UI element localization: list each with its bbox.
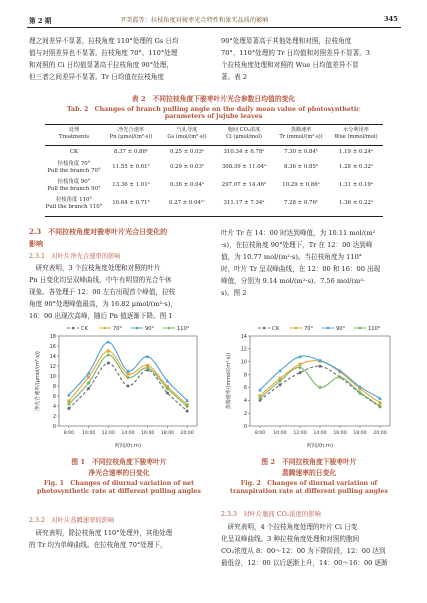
text-line: 最低谷，12：00 以后逐渐上升，14：00～16：00 逐渐 <box>221 559 388 567</box>
subsection-heading-2-3-3: 2.3.3 对叶片胞间 CO₂浓度的影响 <box>221 511 321 518</box>
table-cell: 10.64 ± 0.71ᵇ <box>112 200 150 206</box>
table-caption-en-2: parameters of jujube leaves <box>164 113 263 120</box>
text-line: 峰值，分别为 9.14 mol/(m²·s)、7.56 mol/(m²· <box>221 277 365 285</box>
x-tick-label: 16:00 <box>333 431 347 436</box>
legend-label: 110° <box>177 326 190 332</box>
y-tick-label: 6 <box>52 393 56 400</box>
data-point <box>279 383 282 386</box>
text-line: Pn 日变化均呈双峰曲线，中午有明显的光合午休 <box>29 276 172 284</box>
table-cell: 1.19 ± 0.24ᵃ <box>338 149 374 155</box>
table-row <box>45 161 383 177</box>
figure-1-caption-en-2: photosynthetic rate at different pulling angles <box>37 488 201 495</box>
right-top-paragraph <box>221 227 380 299</box>
legend-label: 110° <box>368 326 381 332</box>
data-point <box>186 410 189 413</box>
y-tick-label: 0 <box>243 423 247 430</box>
text-line: 90°处理显著高于其他处理和对照，拉枝角度 <box>221 37 352 45</box>
table-cell: CK <box>69 149 79 155</box>
section-heading-2-3-cont: 影响 <box>29 239 43 248</box>
legend-marker <box>327 327 330 330</box>
top-left-paragraph <box>29 35 179 83</box>
x-tick-label: 18:00 <box>353 431 367 436</box>
x-tick-label: 8:00 <box>254 431 266 436</box>
top-right-paragraph <box>221 35 370 83</box>
y-tick-label: 14 <box>240 333 247 340</box>
text-line: 值与对照差异也不显著。拉枝角度 70°、110°处理 <box>29 49 178 57</box>
y-tick-label: 12 <box>240 346 247 353</box>
y-tick-label: 10 <box>240 359 247 366</box>
x-tick-label: 10:00 <box>273 431 287 436</box>
table-header-cell: 水分利用率 Wue (mmol/mol) <box>334 127 378 140</box>
text-line: 化呈双峰曲线。3 种拉枝角度处理和对照的胞间 <box>221 535 360 543</box>
table-cell: 1.28 ± 0.32ᵃ <box>338 164 374 170</box>
series-line <box>69 355 187 407</box>
table-top-rule <box>45 124 383 125</box>
table-cell: 7.28 ± 0.76ᵇ <box>283 200 319 206</box>
text-line: 研究表明，除拉枝角度 110°处理外，其他处理 <box>29 529 173 537</box>
table-caption-cn: 表 2 不同拉枝角度下骏枣叶片光合参数日均值的变化 <box>131 95 296 103</box>
legend-label: CK <box>272 326 280 332</box>
data-point <box>107 349 110 352</box>
legend-marker <box>72 327 75 330</box>
x-tick-label: 8:00 <box>63 431 75 436</box>
text-line: 16：00 出现次高峰，随后 Pn 值逐渐下降。图 1 <box>29 312 173 320</box>
data-point <box>87 387 90 390</box>
y-tick-label: 6 <box>243 385 247 392</box>
issue-label: 第 2 期 <box>29 17 52 25</box>
table-cell: 0.36 ± 0.04ᵃ <box>169 182 205 188</box>
figure-1-caption-cn-1: 图 1 不同拉枝角度下骏枣叶片 <box>71 458 167 466</box>
table-header-cell: 胞间 CO₂浓度 Ci (μmol/mol) <box>226 127 262 140</box>
table-cell: 311.17 ± 7.34ᵃ <box>223 200 265 206</box>
table-header-cell: 气孔导度 Gs (mol/(m²·s)) <box>167 127 207 140</box>
x-tick-label: 14:00 <box>313 431 327 436</box>
x-axis-label: 时间/(h:m) <box>114 443 142 449</box>
x-tick-label: 20:00 <box>180 431 194 436</box>
table-cell: 7.30 ± 0.84ᵇ <box>283 149 319 155</box>
text-line: 研究表明，4 个拉枝角度处理的叶片 Ci 日变 <box>221 523 358 531</box>
text-line: ·s)，在拉枝角度 90°处理下，Tr 在 12：00 达到峰 <box>221 241 373 249</box>
table-cell: 拉枝角度 110° Pull the branch 110° <box>45 197 103 210</box>
text-line: s)。图 2 <box>221 289 247 297</box>
y-axis-label: 蒸腾速率/(mmol/(m²·s)) <box>226 352 232 410</box>
text-line: 理之间差异不显著，拉枝角度 110°处理的 Gs 日均 <box>29 37 179 45</box>
y-tick-label: 8 <box>243 372 247 379</box>
plot-frame <box>59 336 197 426</box>
table-cell: 0.27 ± 0.04ᵇᶜ <box>169 200 205 206</box>
x-tick-label: 12:00 <box>293 431 307 436</box>
figure-2-caption-en-2: transpiration rate at different pulling angles <box>230 488 388 495</box>
text-line: 现象。各处理于 12：00 左右出现首个峰值，拉枝 <box>29 288 176 296</box>
data-point <box>127 385 130 388</box>
text-line: CO₂浓度从 8：00～12：00 为下降阶段，12：00 达到 <box>221 547 386 555</box>
table-cell: 0.25 ± 0.03ᵃ <box>169 149 205 155</box>
text-line: 和对照的 Ci 日均值显著高于拉枝角度 90°处理， <box>29 61 173 69</box>
x-tick-label: 10:00 <box>81 431 96 436</box>
text-line: 70°、110°处理的 Tr 日均值和对照差异不显著。3 <box>221 49 371 57</box>
y-tick-label: 4 <box>243 398 247 405</box>
table-row <box>45 179 383 195</box>
table-bottom-rule <box>45 216 383 217</box>
table-header-cell: 净光合速率 Pn (μmol/(m²·s)) <box>109 127 153 140</box>
table-cell: 拉枝角度 70° Pull the branch 70° <box>47 161 101 174</box>
y-tick-label: 10 <box>49 373 56 380</box>
table-cell: 8.36 ± 0.85ᵇ <box>283 164 319 170</box>
data-point <box>106 353 110 357</box>
table-cell: 0.29 ± 0.03ᵇ <box>169 164 205 170</box>
text-line: 著。表 2 <box>221 73 248 81</box>
table-cell: 297.07 ± 14.46ᵇ <box>221 182 267 188</box>
data-point <box>299 371 302 374</box>
y-tick-label: 2 <box>52 413 56 420</box>
table-cell: 13.36 ± 1.01ᵃ <box>112 182 150 188</box>
legend-marker <box>359 327 362 330</box>
y-tick-label: 0 <box>52 423 56 430</box>
y-tick-label: 2 <box>243 410 247 417</box>
legend-marker <box>168 327 171 330</box>
y-tick-label: 8 <box>52 383 56 390</box>
x-tick-label: 18:00 <box>160 431 175 436</box>
x-tick-label: 12:00 <box>101 431 115 436</box>
text-line: 值，为 10.77 mol/(m²·s)。当拉枝角度为 110° <box>221 253 363 261</box>
data-point <box>107 362 110 365</box>
data-point <box>298 366 302 370</box>
right-bottom-paragraph <box>221 521 388 569</box>
data-point <box>378 401 381 404</box>
legend-marker <box>263 327 266 330</box>
table-row <box>45 197 383 213</box>
data-point <box>318 385 322 389</box>
table-caption-en-1: Tab. 2 Changes of branch pulling angle on the daily mean value of photosynthetic <box>66 106 361 113</box>
y-tick-label: 12 <box>49 363 56 370</box>
header-rule <box>27 27 401 28</box>
text-line: 但三者之间差异不显著。Tr 日均值在拉枝角度 <box>29 73 164 81</box>
text-line: 时，叶片 Tr 呈双峰曲线，在 12：00 和 16：00 出现 <box>221 265 381 273</box>
plot-frame <box>250 336 390 426</box>
data-point <box>298 363 301 366</box>
legend-label: 70° <box>304 326 314 332</box>
figure-1-chart <box>33 320 203 450</box>
data-point <box>319 365 322 368</box>
data-point <box>126 376 130 380</box>
figure-2-caption-en-1: Fig. 2 Changes of diurnal variation of <box>240 480 378 487</box>
legend-label: 90° <box>336 326 346 332</box>
data-point <box>87 375 90 378</box>
table-header-rule <box>45 145 383 146</box>
legend-label: 90° <box>145 326 155 332</box>
legend-label: 70° <box>113 326 123 332</box>
data-point <box>67 407 70 410</box>
table-header-cell: 处理 Treatments <box>58 127 90 140</box>
left-bottom-paragraph <box>29 527 172 551</box>
left-mid-paragraph <box>29 262 177 322</box>
y-tick-label: 16 <box>49 343 56 350</box>
y-tick-label: 18 <box>49 333 56 340</box>
figure-2-chart <box>224 320 396 450</box>
running-title: 尹美霞等：拉枝角度对骏枣光合特性和果实品质的影响 <box>120 17 269 24</box>
figure-1-caption-cn-2: 净光合速率的日变化 <box>88 469 150 477</box>
y-tick-label: 14 <box>49 353 56 360</box>
legend-marker <box>104 327 107 330</box>
data-point <box>126 372 129 375</box>
x-tick-label: 14:00 <box>121 431 135 436</box>
subsection-heading-2-3-1: 2.3.1 对叶片净光合速率的影响 <box>29 253 121 260</box>
legend-marker <box>136 327 139 330</box>
table-cell: 308.39 ± 11.04ᵃ <box>221 164 267 170</box>
figure-2-caption-cn-2: 蒸腾速率的日变化 <box>281 469 337 477</box>
table-cell: 310.34 ± 6.78ᵃ <box>223 149 265 155</box>
page-number: 345 <box>384 15 398 23</box>
table-cell: 10.29 ± 0.86ᵃ <box>282 182 320 188</box>
table-header-cell: 蒸腾速率 Tr (mmol/(m²·s)) <box>279 127 323 140</box>
table-cell: 8.37 ± 0.86ᵇ <box>113 149 149 155</box>
x-tick-label: 20:00 <box>373 431 387 436</box>
legend-label: CK <box>81 326 89 332</box>
figure-1-caption-en-1: Fig. 1 Changes of diurnal variation of net <box>43 480 195 487</box>
text-line: 角度 90°处理峰值最高，为 16.82 μmol/(m²·s)， <box>29 300 177 308</box>
legend-marker <box>295 327 298 330</box>
text-line: 的 Tr 均为单峰曲线。在拉枝角度 70°处理下， <box>29 541 167 549</box>
x-axis-label: 时间/(h:m) <box>306 443 334 449</box>
x-tick-label: 16:00 <box>141 431 155 436</box>
table-cell: 1.36 ± 0.22ᵃ <box>338 200 374 206</box>
table-header-row <box>45 127 383 143</box>
text-line: 研究表明，3 个拉枝角度处理和对照的叶片 <box>29 264 161 272</box>
table-cell: 拉枝角度 90° Pull the branch 90° <box>47 179 101 192</box>
y-axis-label: 净光合速率/(μmol/(m²·s)) <box>35 351 41 411</box>
subsection-heading-2-3-2: 2.3.2 对叶片蒸腾速率的影响 <box>29 517 115 524</box>
text-line: 叶片 Tr 在 14：00 时达到峰值，为 10.11 mol/(m² <box>221 229 376 237</box>
table-cell: 11.55 ± 0.61ᵇ <box>112 164 150 170</box>
y-tick-label: 4 <box>52 403 56 410</box>
table-cell: 1.31 ± 0.19ᵃ <box>338 182 374 188</box>
section-heading-2-3: 2.3 不同拉枝角度对骏枣叶片光合日变化的 <box>29 227 168 236</box>
figure-2-caption-cn-1: 图 2 不同拉枝角度下骏枣叶片 <box>261 458 357 466</box>
text-line: 个拉枝角度处理和对照的 Wue 日均值差异不显 <box>221 61 359 69</box>
data-point <box>166 392 169 395</box>
